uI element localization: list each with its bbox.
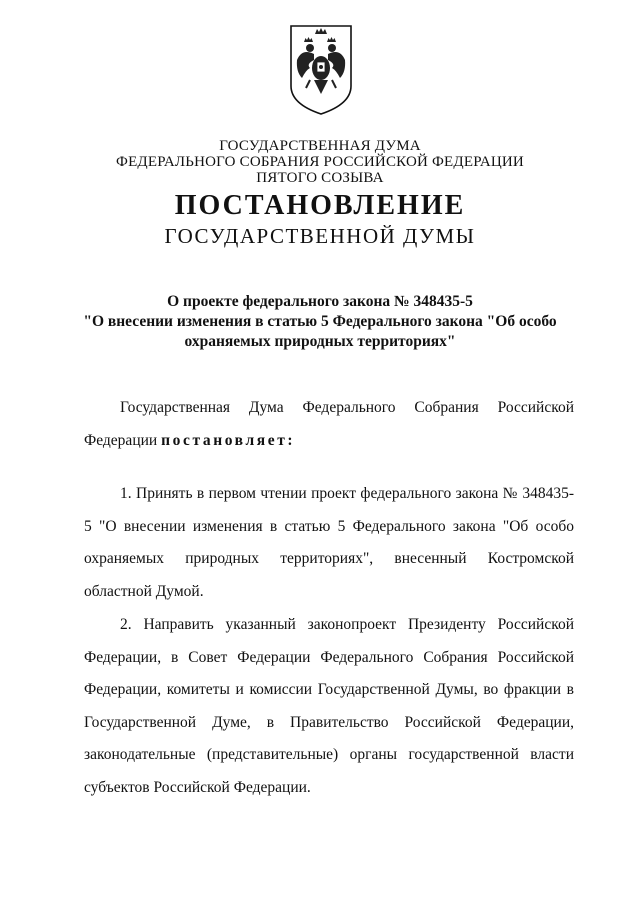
preamble-verb: постановляет: [161,431,296,449]
paragraph-1 [84,478,574,608]
subject-line-2: "О внесении изменения в статью 5 Федерального закона "Об особо [83,313,557,330]
subject-line-3: охраняемых природных территориях" [184,333,456,350]
preamble-text: Государственная Дума Федерального Собрания Российской Федерации [84,399,574,449]
document-subject [60,292,580,352]
header-line-2: ФЕДЕРАЛЬНОГО СОБРАНИЯ РОССИЙСКОЙ ФЕДЕРАЦИИ [116,154,524,170]
subject-line-1: О проекте федерального закона № 348435-5 [167,293,473,310]
coat-of-arms-icon [288,24,354,116]
document-title: ПОСТАНОВЛЕНИЕ [174,190,466,221]
paragraph-2-text: 2. Направить указанный законопроект Президенту Российской Федерации, в Совет Федерации Федерального Собрания Российской Федерации, комитеты и комиссии Государственной Думы, во фракции в Государственной Думе, в Правительство Российской Федерации, законодательные (представительные) органы государственной власти субъектов Российской Федерации. [84,616,574,796]
paragraph-1-text: 1. Принять в первом чтении проект федерального закона № 348435-5 "О внесении изменения в статью 5 Федерального закона "Об особо охраняемых природных территориях", внесенный Костромской областной Думой. [84,485,574,600]
header-line-3: ПЯТОГО СОЗЫВА [256,170,384,186]
document-subtitle: ГОСУДАРСТВЕННОЙ ДУМЫ [164,224,476,248]
header-line-1: ГОСУДАРСТВЕННАЯ ДУМА [219,138,421,154]
preamble [84,392,574,457]
paragraph-2 [84,609,574,804]
